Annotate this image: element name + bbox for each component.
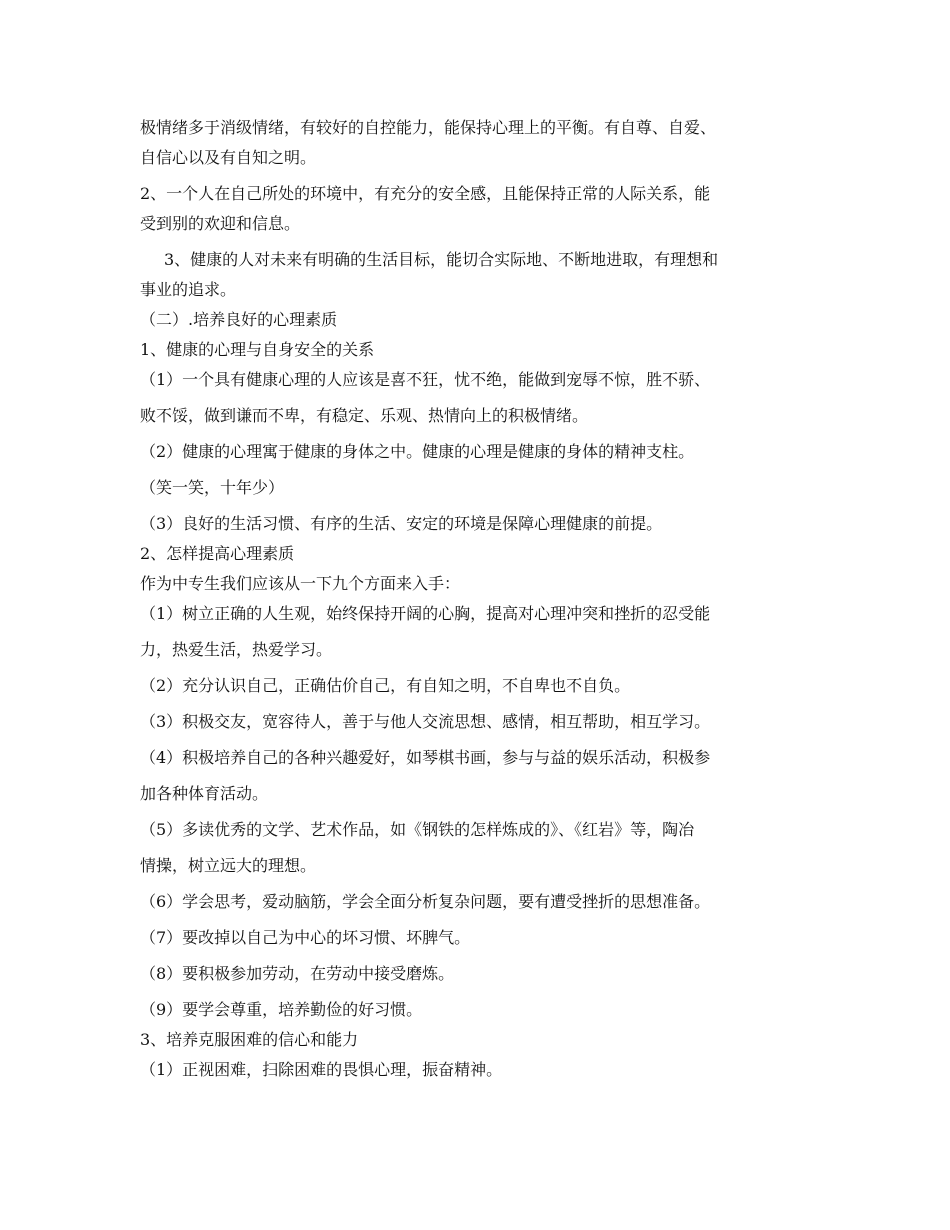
subsection-heading: 2、怎样提高心理素质 bbox=[140, 544, 295, 563]
text-line: 受到别的欢迎和信息。 bbox=[140, 214, 301, 233]
text-line: （5）多读优秀的文学、艺术作品，如《钢铁的怎样炼成的》、《红岩》等，陶冶 bbox=[140, 820, 695, 839]
text-line: 事业的追求。 bbox=[140, 280, 237, 299]
text-line: （1）树立正确的人生观，始终保持开阔的心胸，提高对心理冲突和挫折的忍受能 bbox=[140, 604, 711, 623]
text-line: 力，热爱生活，热爱学习。 bbox=[140, 640, 333, 659]
document-body bbox=[140, 113, 820, 1085]
text-line: 极情绪多于消级情绪，有较好的自控能力，能保持心理上的平衡。有自尊、自爱、 bbox=[140, 118, 717, 137]
subsection-heading: 1、健康的心理与自身安全的关系 bbox=[140, 340, 375, 359]
text-line: 自信心以及有自知之明。 bbox=[140, 148, 317, 167]
text-line: （6）学会思考，爱动脑筋，学会全面分析复杂问题，要有遭受挫折的思想准备。 bbox=[140, 892, 711, 911]
text-line: （9）要学会尊重，培养勤俭的好习惯。 bbox=[140, 1000, 423, 1019]
section-heading: （二）.培养良好的心理素质 bbox=[140, 310, 338, 329]
text-line: 2、一个人在自己所处的环境中，有充分的安全感，且能保持正常的人际关系，能 bbox=[140, 184, 711, 203]
text-line: 3、健康的人对未来有明确的生活目标，能切合实际地、不断地进取，有理想和 bbox=[164, 250, 719, 269]
text-line: （3）积极交友，宽容待人，善于与他人交流思想、感情，相互帮助，相互学习。 bbox=[140, 712, 711, 731]
text-line: 败不馁，做到谦而不卑，有稳定、乐观、热情向上的积极情绪。 bbox=[140, 406, 589, 425]
text-line: 作为中专生我们应该从一下九个方面来入手： bbox=[140, 574, 461, 593]
text-line: （2）健康的心理寓于健康的身体之中。健康的心理是健康的身体的精神支柱。 bbox=[140, 442, 695, 461]
text-line: （1）正视困难，扫除困难的畏惧心理，振奋精神。 bbox=[140, 1060, 503, 1079]
text-line: （笑一笑，十年少） bbox=[140, 478, 285, 497]
text-line: （2）充分认识自己，正确估价自己，有自知之明，不自卑也不自负。 bbox=[140, 676, 631, 695]
text-line: （3）良好的生活习惯、有序的生活、安定的环境是保障心理健康的前提。 bbox=[140, 514, 663, 533]
text-line: （7）要改掉以自己为中心的坏习惯、坏脾气。 bbox=[140, 928, 471, 947]
text-line: （4）积极培养自己的各种兴趣爱好，如琴棋书画，参与与益的娱乐活动，积极参 bbox=[140, 748, 711, 767]
text-line: （8）要积极参加劳动，在劳动中接受磨炼。 bbox=[140, 964, 455, 983]
text-line: （1）一个具有健康心理的人应该是喜不狂，忧不绝，能做到宠辱不惊，胜不骄、 bbox=[140, 370, 711, 389]
text-line: 情操，树立远大的理想。 bbox=[140, 856, 317, 875]
text-line: 加各种体育活动。 bbox=[140, 784, 269, 803]
subsection-heading: 3、培养克服困难的信心和能力 bbox=[140, 1030, 359, 1049]
